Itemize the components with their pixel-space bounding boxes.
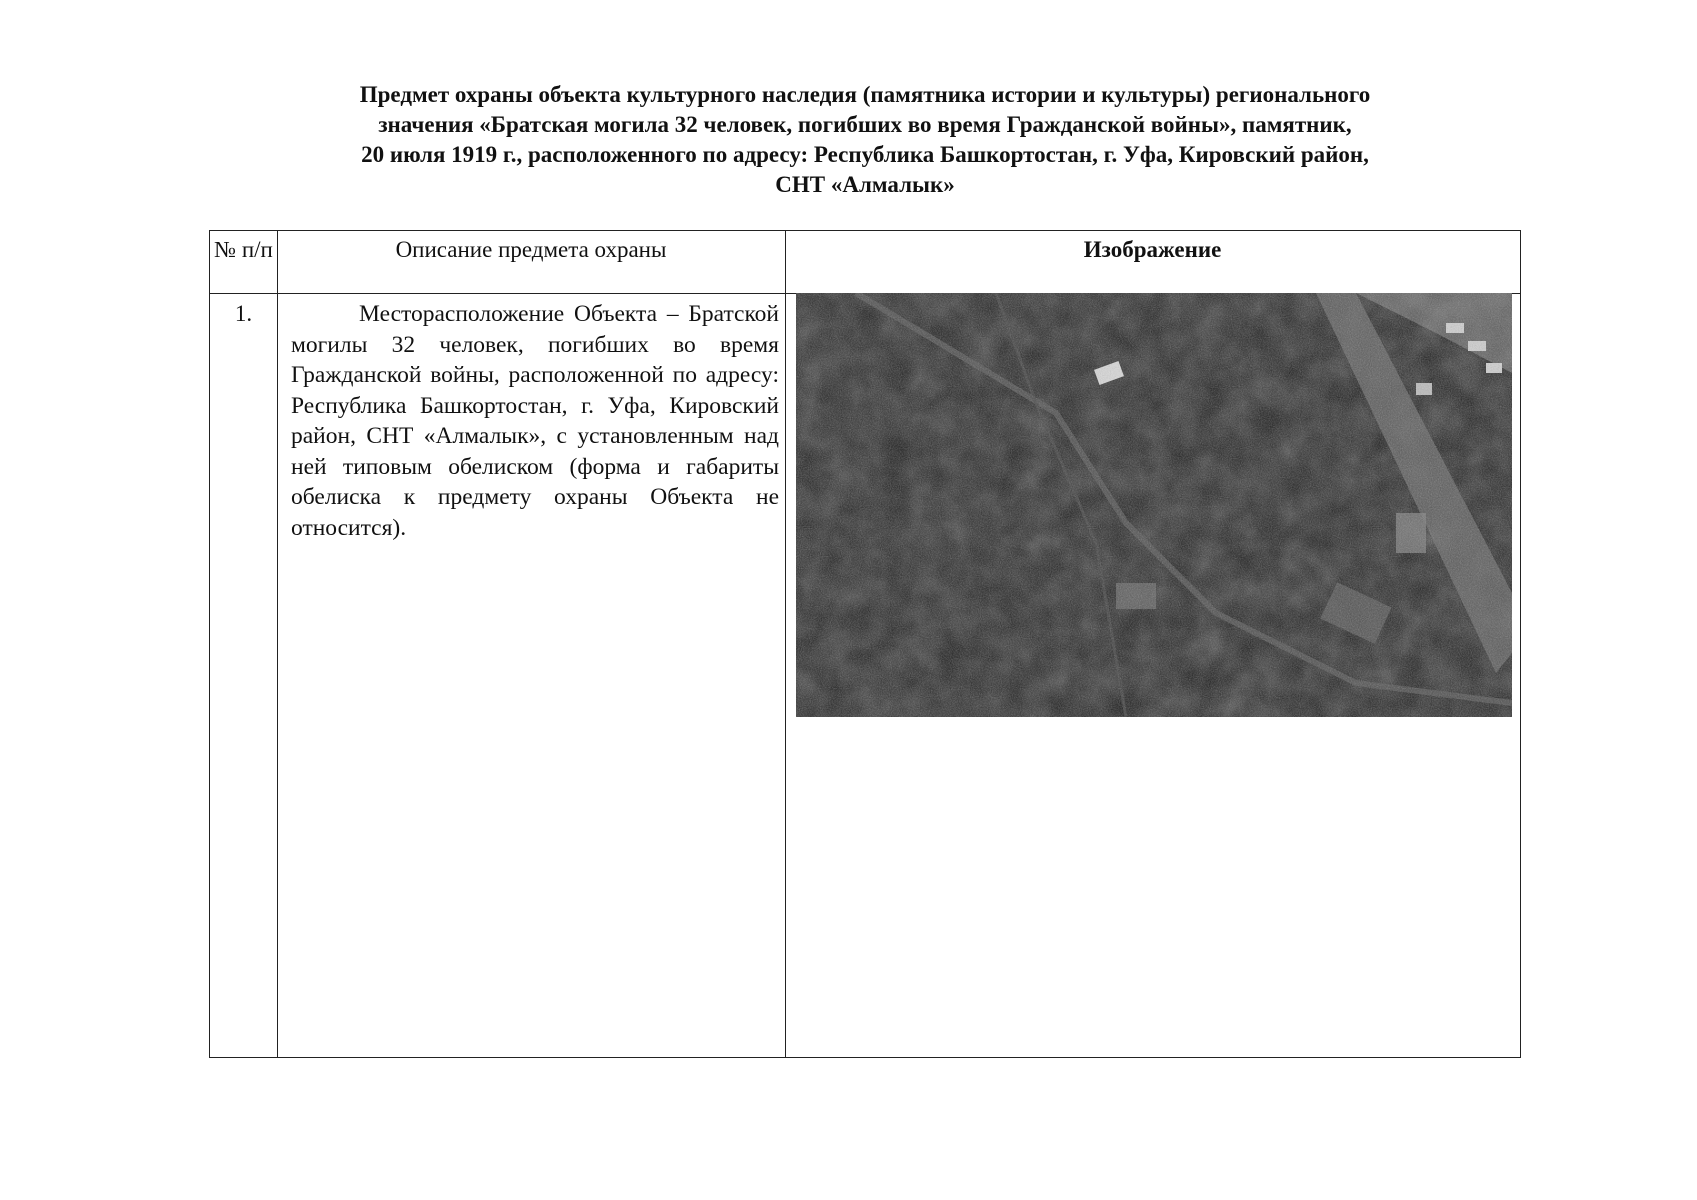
row-description: Месторасположение Объекта – Братской могилы 32 человек, погибших во время Гражданской войны, расположенной по адресу: Республика Башкортостан, г. Уфа, Кировский район, СНТ «Алмалык», с установленным над ней типовым обелиском (форма и габариты обелиска к предмету охраны Объекта не относится). <box>291 301 779 541</box>
title-line: значения «Братская могила 32 человек, погибших во время Гражданской войны», памятник, <box>378 112 1352 137</box>
column-divider <box>277 231 278 1057</box>
header-image: Изображение <box>1083 237 1222 262</box>
row-number: 1. <box>234 301 253 326</box>
column-divider <box>785 231 786 1057</box>
page-title <box>240 80 1490 200</box>
protection-table <box>209 230 1521 1058</box>
header-number: № п/п <box>214 237 273 262</box>
title-line: 20 июля 1919 г., расположенного по адресу: Республика Башкортостан, г. Уфа, Кировский район, <box>361 142 1369 167</box>
header-description: Описание предмета охраны <box>395 237 667 262</box>
title-line: СНТ «Алмалык» <box>775 172 955 197</box>
aerial-photo-image <box>796 293 1512 717</box>
aerial-photo <box>796 293 1512 717</box>
title-line: Предмет охраны объекта культурного наследия (памятника истории и культуры) регионального <box>359 82 1371 107</box>
